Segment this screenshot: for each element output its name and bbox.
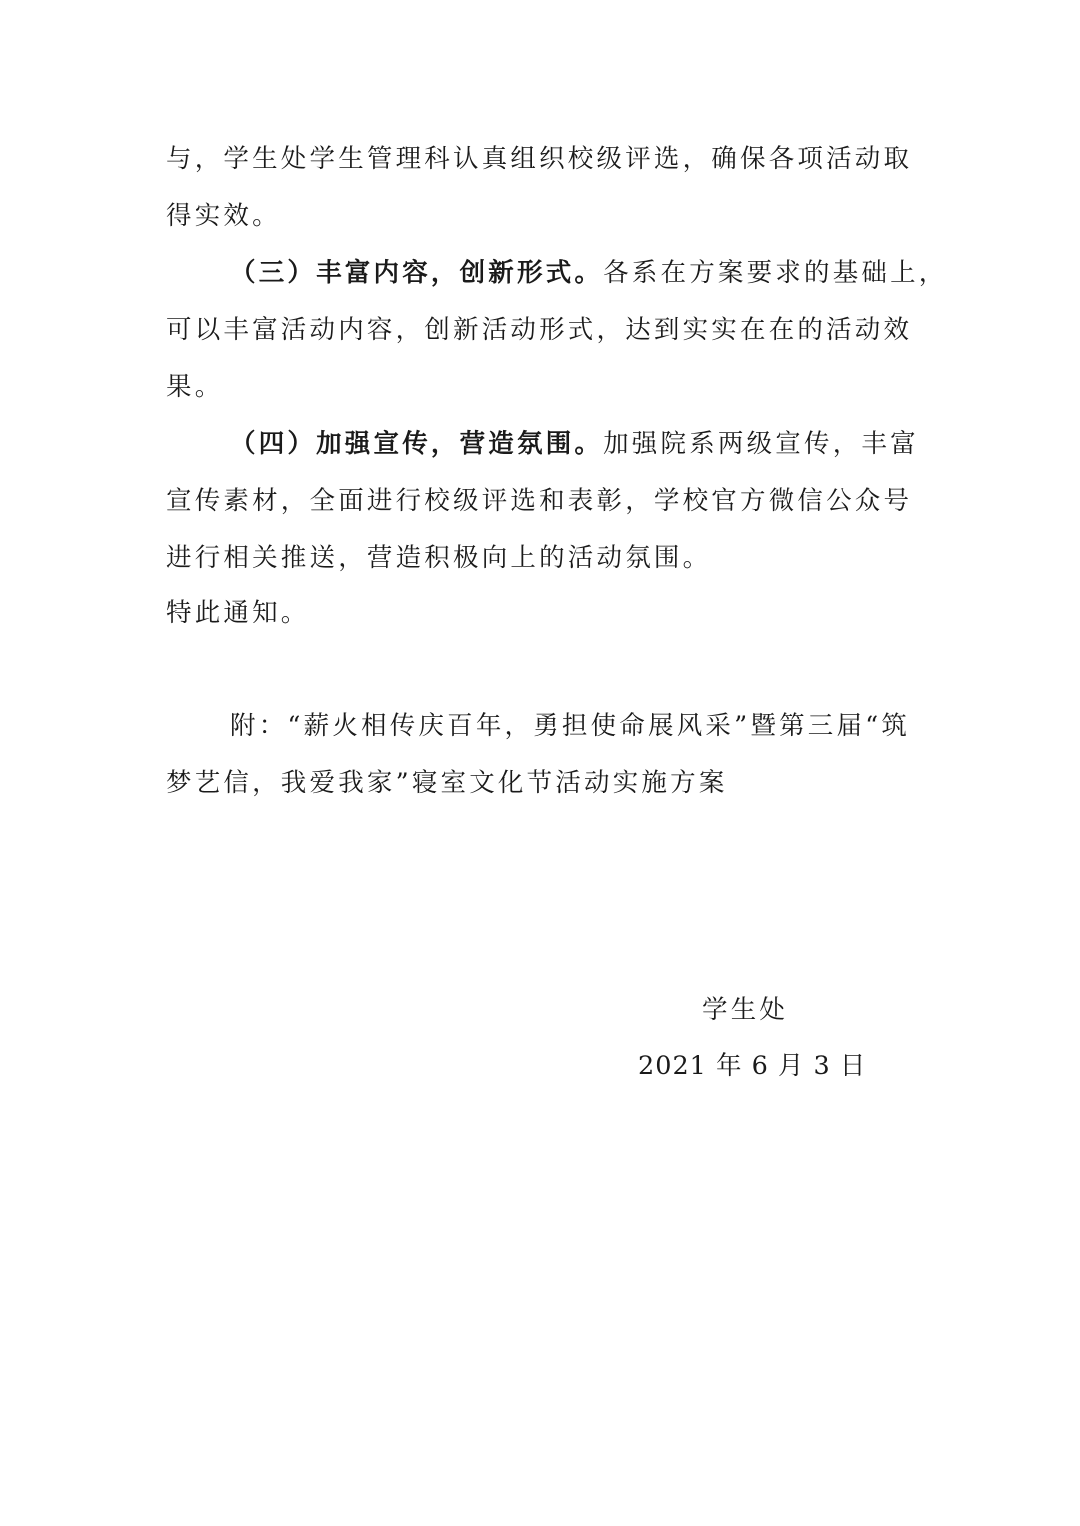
signature-issuer: 学生处 [702,995,789,1025]
closing-text: 特此通知。 [166,598,310,628]
paragraph-2-line-2: 可以丰富活动内容，创新活动形式，达到实实在在的活动效 [166,315,913,345]
paragraph-1-line-1: 与，学生处学生管理科认真组织校级评选，确保各项活动取 [166,144,913,174]
paragraph-2-heading: （三）丰富内容，创新形式。 [230,258,604,288]
attachment-line-1: 附：“薪火相传庆百年，勇担使命展风采”暨第三届“筑 [230,711,911,741]
paragraph-3-line-1 [230,424,930,464]
paragraph-2-line-3: 果。 [166,372,224,402]
paragraph-2-line-1-text: 各系在方案要求的基础上， [603,258,948,288]
paragraph-3-line-3: 进行相关推送，营造积极向上的活动氛围。 [166,543,712,573]
attachment-line-2: 梦艺信，我爱我家”寝室文化节活动实施方案 [166,768,728,798]
paragraph-3-line-2: 宣传素材，全面进行校级评选和表彰，学校官方微信公众号 [166,486,913,516]
paragraph-2-line-1 [230,253,948,293]
paragraph-3-heading: （四）加强宣传，营造氛围。 [230,429,604,459]
signature-date: 2021 年 6 月 3 日 [638,1051,867,1081]
paragraph-1-line-2: 得实效。 [166,201,281,231]
paragraph-3-line-1-text: 加强院系两级宣传，丰富 [603,429,919,459]
